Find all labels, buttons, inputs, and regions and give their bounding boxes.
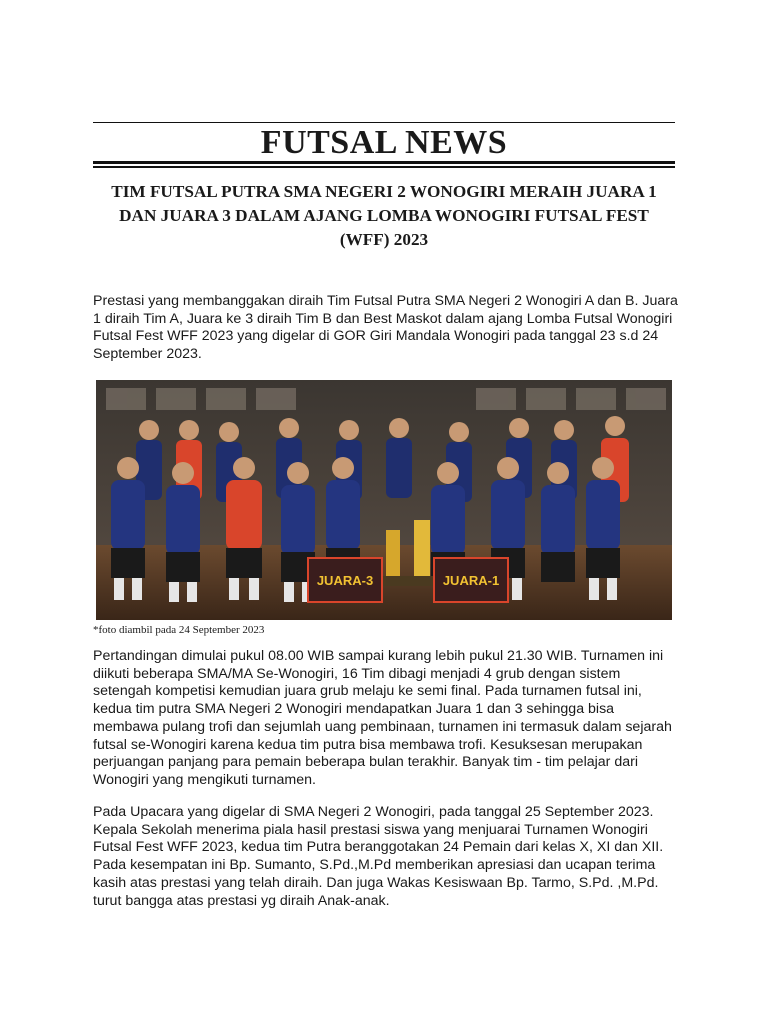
photo-caption: *foto diambil pada 24 September 2023 <box>93 624 265 636</box>
banner-juara-3-label: JUARA-3 <box>316 573 374 588</box>
article-paragraph-3: Pada Upacara yang digelar di SMA Negeri 2 Wonogiri, pada tanggal 25 September 2023. Kepala Sekolah menerima piala hasil prestasi siswa yang menjuarai Turnamen Wonogiri Futsal Fest WFF 2023, kedua tim Putra beranggotakan 24 Pemain dari kelas X, XI dan XII. Pada kesempatan ini Bp. Sumanto, S.Pd.,M.Pd memberikan apresiasi dan ucapan terima kasih atas prestasi yang telah diraih. Dan juga Wakas Kesiswaan Bp. Tarmo, S.Pd. ,M.Pd. turut bangga atas prestasi yg diraih Anak-anak. <box>93 804 664 909</box>
masthead-rule-thin <box>93 166 675 168</box>
masthead-title: FUTSAL NEWS <box>260 124 508 161</box>
article-paragraph-2: Pertandingan dimulai pukul 08.00 WIB sampai kurang lebih pukul 21.30 WIB. Turnamen ini diikuti beberapa SMA/MA Se-Wonogiri, 16 Tim dibagi menjadi 4 grub dengan sistem setengah kompetisi kemudian juara grub melaju ke semi final. Pada turnamen futsal ini, kedua tim putra SMA Negeri 2 Wonogiri mendapatkan Juara 1 dan 3 sehingga bisa membawa pulang trofi dan sejumlah uang pembinaan, turnamen ini termasuk dalam sejarah futsal se-Wonogiri karena kedua tim putra bisa membawa trofi. Kesuksesan merupakan perjuangan panjang para pemain beberapa bulan terakhir. Banyak tim - tim pelajar dari Wonogiri yang mengikuti turnamen. <box>93 648 672 788</box>
article-paragraph-1: Prestasi yang membanggakan diraih Tim Futsal Putra SMA Negeri 2 Wonogiri A dan B. Juara 1 diraih Tim A, Juara ke 3 diraih Tim B dan Best Maskot dalam ajang Lomba Futsal Wonogiri Futsal Fest WFF 2023 yang digelar di GOR Giri Mandala Wonogiri pada tanggal 23 s.d 24 September 2023. <box>93 293 678 363</box>
article-headline: TIM FUTSAL PUTRA SMA NEGERI 2 WONOGIRI MERAIH JUARA 1 DAN JUARA 3 DALAM AJANG LOMBA WONOGIRI FUTSAL FEST (WFF) 2023 <box>111 182 657 249</box>
top-rule <box>93 122 675 123</box>
banner-juara-1-label: JUARA-1 <box>442 573 500 588</box>
team-photo <box>96 380 672 620</box>
masthead-rule <box>93 161 675 164</box>
team-photo-illustration <box>96 380 672 620</box>
